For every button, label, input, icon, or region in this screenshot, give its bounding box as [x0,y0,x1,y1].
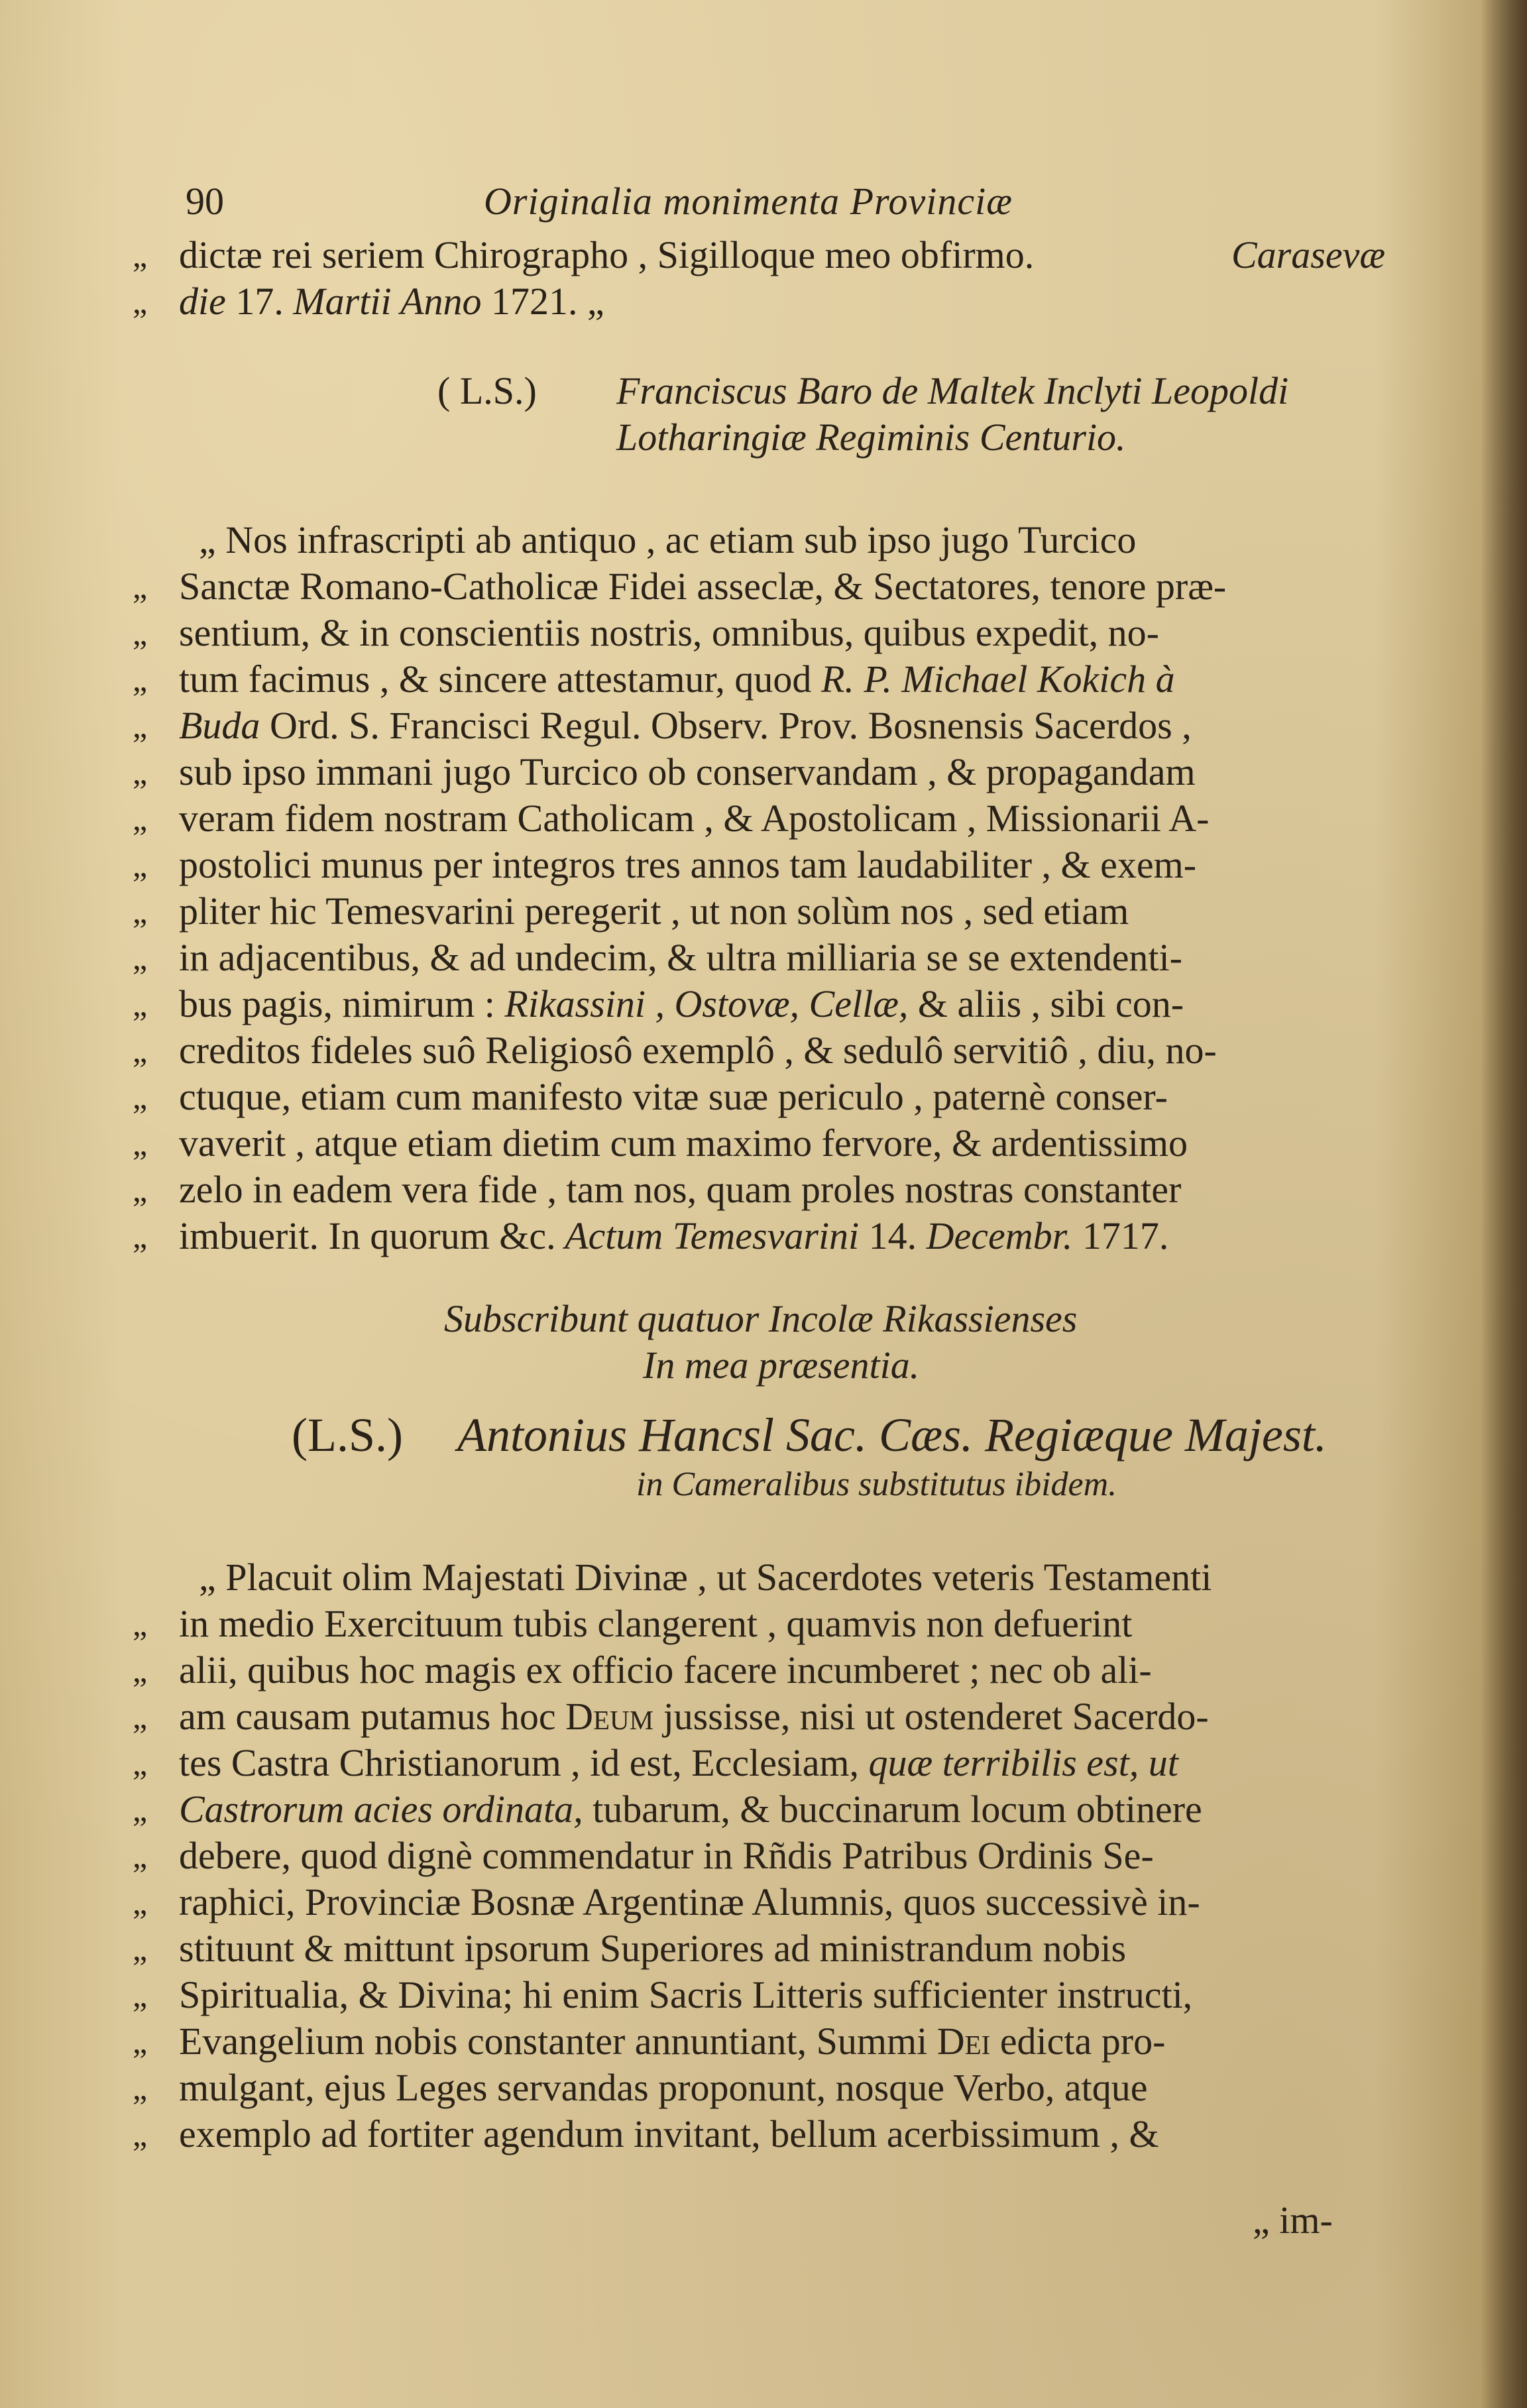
text-line [179,1786,1425,1833]
text-segment: am causam putamus hoc [179,1695,556,1738]
text-segment: Dei [927,2020,991,2063]
text-segment: quæ terribilis est, ut [859,1741,1178,1784]
text-segment: zelo in eadem vera fide , tam nos, quam proles nostras constanter [179,1168,1182,1211]
text-line [179,278,1425,325]
text-line [179,703,1425,749]
text-line [179,1647,1425,1693]
text-line [179,656,1425,703]
quote-mark: „ [133,2116,148,2153]
quote-mark: „ [133,1791,148,1828]
text-line [179,563,1425,610]
text-segment: jussisse, nisi ut ostenderet Sacerdo- [653,1695,1209,1738]
seal-mark: (L.S.) [292,1408,403,1462]
quote-mark: „ [133,614,148,652]
quote-mark: „ [133,1977,148,2014]
text-segment: „ Nos infrascripti ab antiquo , ac etiam sub ipso jugo Turcico [199,518,1137,561]
text-segment: R. P. Michael Kokich à [811,658,1175,701]
quote-mark: „ [133,1930,148,1967]
quote-mark: „ [133,893,148,930]
subscription-line: In mea præsentia. [643,1344,920,1387]
text-segment: tum facimus , & sincere attestamur, quod [179,658,812,701]
text-line [179,749,1425,795]
text-line [179,1601,1425,1647]
text-segment: imbuerit. In quorum &c. [179,1214,556,1257]
quote-mark: „ [133,283,148,320]
quote-mark: „ [133,1745,148,1782]
quote-mark: „ [133,846,148,884]
text-line [179,1972,1425,2018]
quote-mark: „ [133,2023,148,2060]
text-segment: in adjacentibus, & ad undecim, & ultra milliaria se se extendenti- [179,936,1182,979]
text-segment: Evangelium nobis constanter annuntiant, Summi [179,2020,928,2063]
quote-mark: „ [133,754,148,791]
quote-mark: „ [133,661,148,698]
quote-mark: „ [133,1218,148,1255]
quote-mark: „ [133,568,148,605]
text-segment: tubarum, & buccinarum locum obtinere [583,1788,1202,1831]
quote-mark: „ [133,1605,148,1642]
text-line [179,1167,1425,1213]
quote-mark: „ [133,1125,148,1162]
text-line [179,1925,1425,1972]
text-line [179,2018,1425,2065]
quote-mark: „ [133,237,148,274]
text-segment: postolici munus per integros tres annos tam laudabiliter , & exem- [179,843,1197,886]
quote-mark: „ [133,2069,148,2106]
text-line [179,2065,1425,2111]
text-segment: stituunt & mittunt ipsorum Superiores ad ministrandum nobis [179,1927,1127,1970]
text-segment: Buda [179,704,260,747]
text-line [179,2111,1425,2157]
text-line [199,517,1445,563]
quote-mark: „ [133,1698,148,1735]
text-segment: 1717. [1072,1214,1169,1257]
text-segment: 14. [859,1214,927,1257]
subscription-line: Subscribunt quatuor Incolæ Rikassienses [444,1297,1078,1340]
quote-mark: „ [133,1884,148,1921]
text-segment: bus pagis, nimirum : [179,982,495,1025]
text-line [179,232,1425,278]
text-line [179,1740,1425,1786]
text-line [199,1554,1445,1601]
text-segment: Decembr. [926,1214,1073,1257]
text-line [179,795,1425,842]
quote-mark: „ [133,1032,148,1069]
running-title: Originalia monimenta Provinciæ [484,180,1013,223]
text-line [179,1213,1425,1259]
quote-mark: „ [133,939,148,976]
text-line [179,1027,1425,1074]
text-line [179,610,1425,656]
quote-mark: „ [133,707,148,744]
text-segment: ctuque, etiam cum manifesto vitæ suæ periculo , paternè conser- [179,1075,1168,1118]
seal-mark: ( L.S.) [437,369,537,412]
text-segment: Spiritualia, & Divina; hi enim Sacris Litteris sufficienter instructi, [179,1973,1193,2016]
text-line [179,1074,1425,1120]
text-line [179,935,1425,981]
text-segment: exemplo ad fortiter agendum invitant, bellum acerbissimum , & [179,2112,1159,2155]
quote-mark: „ [133,1837,148,1874]
text-segment: Ord. S. Francisci Regul. Observ. Prov. Bosnensis Sacerdos , [260,704,1192,747]
text-segment: 1721. „ [481,280,604,323]
signature-line: Lotharingiæ Regiminis Centurio. [616,416,1126,459]
catchword: „ im- [1253,2199,1333,2242]
quote-mark: „ [133,1171,148,1208]
text-line [179,1120,1425,1167]
text-line [179,981,1425,1027]
text-segment: & aliis , sibi con- [908,982,1184,1025]
text-line [179,1693,1425,1740]
text-segment: sentium, & in conscientiis nostris, omnibus, quibus expedit, no- [179,611,1159,654]
text-segment: dictæ rei seriem Chirographo , Sigilloque meo obfirmo. [179,233,1035,276]
quote-mark: „ [133,1078,148,1116]
text-segment: tes Castra Christianorum , id est, Ecclesiam, [179,1741,860,1784]
text-segment: sub ipso immani jugo Turcico ob conservandam , & propagandam [179,750,1196,793]
place-name: Carasevæ [1231,233,1385,276]
text-segment: mulgant, ejus Leges servandas proponunt, nosque Verbo, atque [179,2066,1148,2109]
text-segment: Rikassini , Ostovæ, Cellæ, [494,982,909,1025]
text-segment: Martii Anno [293,280,482,323]
text-segment: alii, quibus hoc magis ex officio facere incumberet ; nec ob ali- [179,1648,1152,1691]
signature-line: Franciscus Baro de Maltek Inclyti Leopoldi [616,369,1289,412]
text-segment: pliter hic Temesvarini peregerit , ut non solùm nos , sed etiam [179,889,1129,933]
text-segment: Sanctæ Romano-Catholicæ Fidei asseclæ, & Sectatores, tenore præ- [179,565,1227,608]
page-number: 90 [186,180,224,223]
text-line [179,1879,1425,1925]
text-line [179,842,1425,888]
signature-line: in Cameralibus substitutus ibidem. [636,1465,1117,1503]
text-segment: debere, quod dignè commendatur in Rñdis Patribus Ordinis Se- [179,1834,1154,1877]
quote-mark: „ [133,1652,148,1689]
text-segment: die [179,280,226,323]
text-line [179,1833,1425,1879]
text-segment: „ Placuit olim Majestati Divinæ , ut Sacerdotes veteris Testamenti [199,1556,1212,1599]
page-gutter-shadow [1481,0,1527,2408]
text-segment: Castrorum acies ordinata, [179,1788,583,1831]
signature-line: Antonius Hancsl Sac. Cæs. Regiæque Majest. [457,1408,1327,1462]
quote-mark: „ [133,986,148,1023]
text-segment: edicta pro- [990,2020,1166,2063]
text-segment: Deum [555,1695,654,1738]
text-line [179,888,1425,935]
text-segment: raphici, Provinciæ Bosnæ Argentinæ Alumnis, quos successivè in- [179,1880,1200,1923]
text-segment: vaverit , atque etiam dietim cum maximo fervore, & ardentissimo [179,1121,1188,1165]
text-segment: in medio Exercituum tubis clangerent , quamvis non defuerint [179,1602,1133,1645]
text-segment: 17. [225,280,294,323]
text-segment: creditos fideles suô Religiosô exemplô , & sedulô servitiô , diu, no- [179,1029,1217,1072]
quote-mark: „ [133,800,148,837]
text-segment: veram fidem nostram Catholicam , & Apostolicam , Missionarii A- [179,797,1210,840]
text-segment: Actum Temesvarini [555,1214,860,1257]
